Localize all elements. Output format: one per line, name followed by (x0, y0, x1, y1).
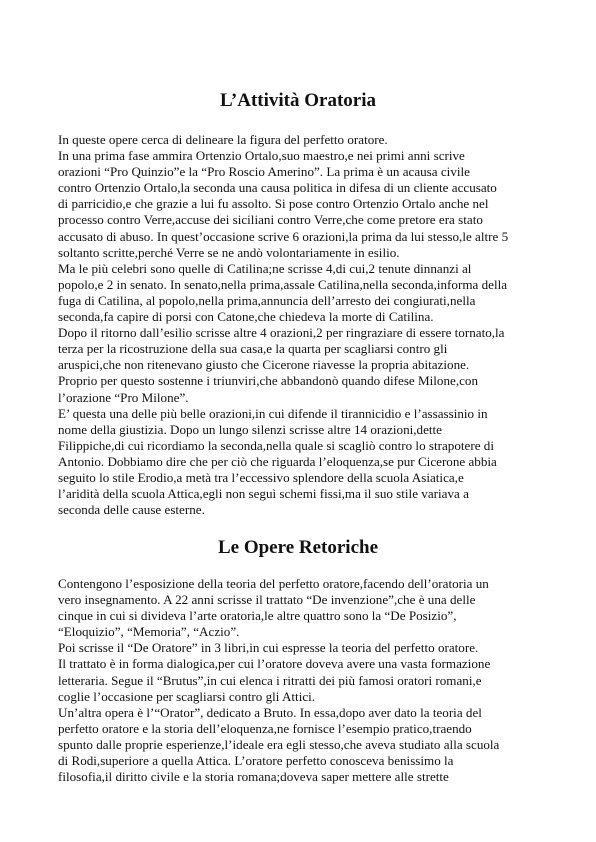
text-line: processo contro Verre,accuse dei siciliani contro Verre,che come pretore era stato (58, 212, 483, 228)
text-line: vero insegnamento. A 22 anni scrisse il trattato “De invenzione”,che è una delle (58, 592, 476, 608)
text-line: terza per la ricostruzione della sua casa,e la quarta per scagliarsi contro gli (58, 341, 448, 357)
text-line: nome della giustizia. Dopo un lungo silenzi scrisse altre 14 orazioni,dette (58, 421, 442, 437)
text-line: seconda delle cause esterne. (58, 502, 205, 518)
text-line: accusato di abuso. In quest’occasione scrive 6 orazioni,la prima da lui stesso,le altre 5 (58, 228, 509, 244)
text-line: Contengono l’esposizione della teoria del perfetto oratore,facendo dell’oratoria un (58, 576, 489, 591)
text-line: cinque in cui si divideva l’arte oratoria,le altre quattro sono la “De Posizio”, (58, 608, 457, 624)
text-line: perfetto oratore e la storia dell’eloquenza,ne fornisce l’esempio pratico,traendo (58, 720, 472, 736)
text-line: aruspici,che non ritenevano giusto che Cicerone riavesse la propria abitazione. (58, 357, 470, 373)
text-line: soltanto scritte,perché Verre se ne andò volontariamente in esilio. (58, 244, 400, 260)
text-line: di Rodi,superiore a quella Attica. L’oratore perfetto conosceva benissimo la (58, 753, 454, 769)
text-line: coglie l’occasione per scagliarsi contro gli Attici. (58, 688, 316, 704)
text-line: Un’altra opera è l’“Orator”, dedicato a Bruto. In essa,dopo aver dato la teoria del (58, 704, 482, 720)
text-line: Ma le più celebri sono quelle di Catilina;ne scrisse 4,di cui,2 tenute dinnanzi al (58, 260, 472, 276)
text-line: In queste opere cerca di delineare la figura del perfetto oratore. (58, 132, 388, 147)
text-line: di parricidio,e che grazie a lui fu assolto. Si pose contro Ortenzio Ortalo anche nel (58, 196, 489, 212)
text-line: letteraria. Segue il “Brutus”,in cui elenca i ritratti dei più famosi oratori romani,e (58, 672, 482, 688)
text-line: “Eloquizio”, “Memoria”, “Aczio”. (58, 624, 240, 640)
text-line: Poi scrisse il “De Oratore” in 3 libri,in cui espresse la teoria del perfetto oratore. (58, 640, 479, 656)
text-line: Il trattato è in forma dialogica,per cui l’oratore doveva avere una vasta formazione (58, 656, 491, 672)
section-body-attivita-oratoria (58, 132, 558, 518)
text-line: Antonio. Dobbiamo dire che per ciò che riguarda l’eloquenza,se pur Cicerone abbia (58, 453, 497, 469)
section-title-attivita-oratoria: L’Attività Oratoria (219, 90, 377, 111)
text-line: In una prima fase ammira Ortenzio Ortalo,suo maestro,e nei primi anni scrive (58, 148, 465, 164)
text-line: popolo,e 2 in senato. In senato,nella prima,assale Catilina,nella seconda,informa della (58, 276, 508, 292)
section-body-opere-retoriche (58, 576, 558, 785)
text-line: fuga di Catilina, al popolo,nella prima,annuncia dell’arresto dei congiurati,nella (58, 292, 476, 308)
text-line: l’orazione “Pro Milone”. (58, 389, 189, 405)
text-line: l’aridità della scuola Attica,egli non seguì schemi fissi,ma il suo stile variava a (58, 486, 469, 502)
text-line: spunto dalle proprie esperienze,l’ideale era egli stesso,che aveva studiato alla scuola (58, 736, 500, 752)
text-line: Proprio per questo sostenne i triunviri,che abbandonò quando difese Milone,con (58, 373, 478, 389)
text-line: E’ questa una delle più belle orazioni,in cui difende il tirannicidio e l’assassinio in (58, 405, 488, 421)
text-line: seconda,fa capire di porsi con Catone,che chiedeva la morte di Catilina. (58, 309, 434, 325)
text-line: orazioni “Pro Quinzio”e la “Pro Roscio Amerino”. La prima è un acausa civile (58, 164, 470, 180)
text-line: Filippiche,di cui ricordiamo la seconda,nella quale si scagliò contro lo strapotere di (58, 437, 494, 453)
text-line: Dopo il ritorno dall’esilio scrisse altre 4 orazioni,2 per ringraziare di essere tornato,la (58, 325, 505, 341)
section-title-opere-retoriche: Le Opere Retoriche (217, 537, 379, 558)
text-line: seguito lo stile Erodio,a metà tra l’eccessivo splendore della scuola Asiatica,e (58, 469, 464, 485)
text-line: contro Ortenzio Ortalo,la seconda una causa politica in difesa di un cliente accusato (58, 180, 497, 196)
text-line: filosofia,il diritto civile e la storia romana;doveva saper mettere alle strette (58, 769, 449, 785)
